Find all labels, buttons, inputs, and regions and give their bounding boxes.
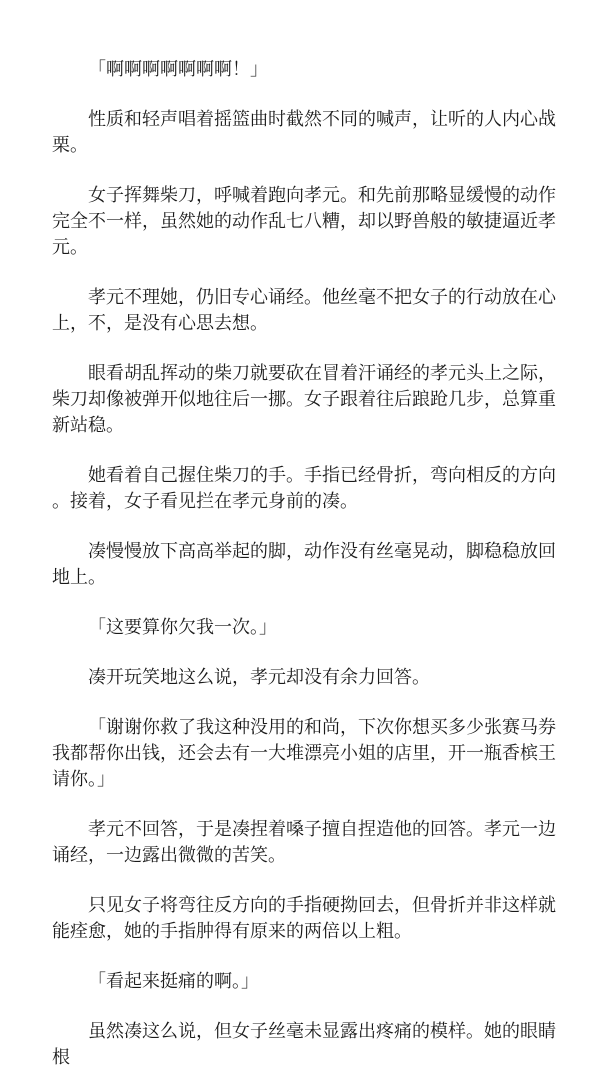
paragraph-10: 「谢谢你救了我这种没用的和尚，下次你想买多少张赛马券我都帮你出钱，还会去有一大堆漂亮小姐的店里，开一瓶香槟王请你。」 xyxy=(52,717,556,790)
paragraph-7: 凑慢慢放下高高举起的脚，动作没有丝毫晃动，脚稳稳放回地上。 xyxy=(52,541,556,588)
paragraph-11: 孝元不回答，于是凑捏着嗓子擅自捏造他的回答。孝元一边诵经，一边露出微微的苦笑。 xyxy=(52,819,556,866)
paragraph-3: 女子挥舞柴刀，呼喊着跑向孝元。和先前那略显缓慢的动作完全不一样，虽然她的动作乱七八糟，却以野兽般的敏捷逼近孝元。 xyxy=(52,185,556,258)
paragraph-12: 只见女子将弯往反方向的手指硬拗回去，但骨折并非这样就能痊愈，她的手指肿得有原来的两倍以上粗。 xyxy=(52,895,556,942)
paragraph-13: 「看起来挺痛的啊。」 xyxy=(88,971,259,992)
paragraph-4: 孝元不理她，仍旧专心诵经。他丝毫不把女子的行动放在心上，不，是没有心思去想。 xyxy=(52,287,556,334)
paragraph-5: 眼看胡乱挥动的柴刀就要砍在冒着汗诵经的孝元头上之际，柴刀却像被弹开似地往后一挪。女子跟着往后踉跄几步，总算重新站稳。 xyxy=(52,363,556,436)
paragraph-8: 「这要算你欠我一次。」 xyxy=(88,617,277,638)
paragraph-1: 「啊啊啊啊啊啊啊！」 xyxy=(88,59,268,80)
paragraph-2: 性质和轻声唱着摇篮曲时截然不同的喊声，让听的人内心战栗。 xyxy=(52,109,556,156)
paragraph-6: 她看着自己握住柴刀的手。手指已经骨折，弯向相反的方向。接着，女子看见拦在孝元身前的凑。 xyxy=(52,465,556,512)
paragraph-9: 凑开玩笑地这么说，孝元却没有余力回答。 xyxy=(88,667,430,688)
paragraph-14: 虽然凑这么说，但女子丝毫未显露出疼痛的模样。她的眼睛根 xyxy=(52,1021,556,1068)
